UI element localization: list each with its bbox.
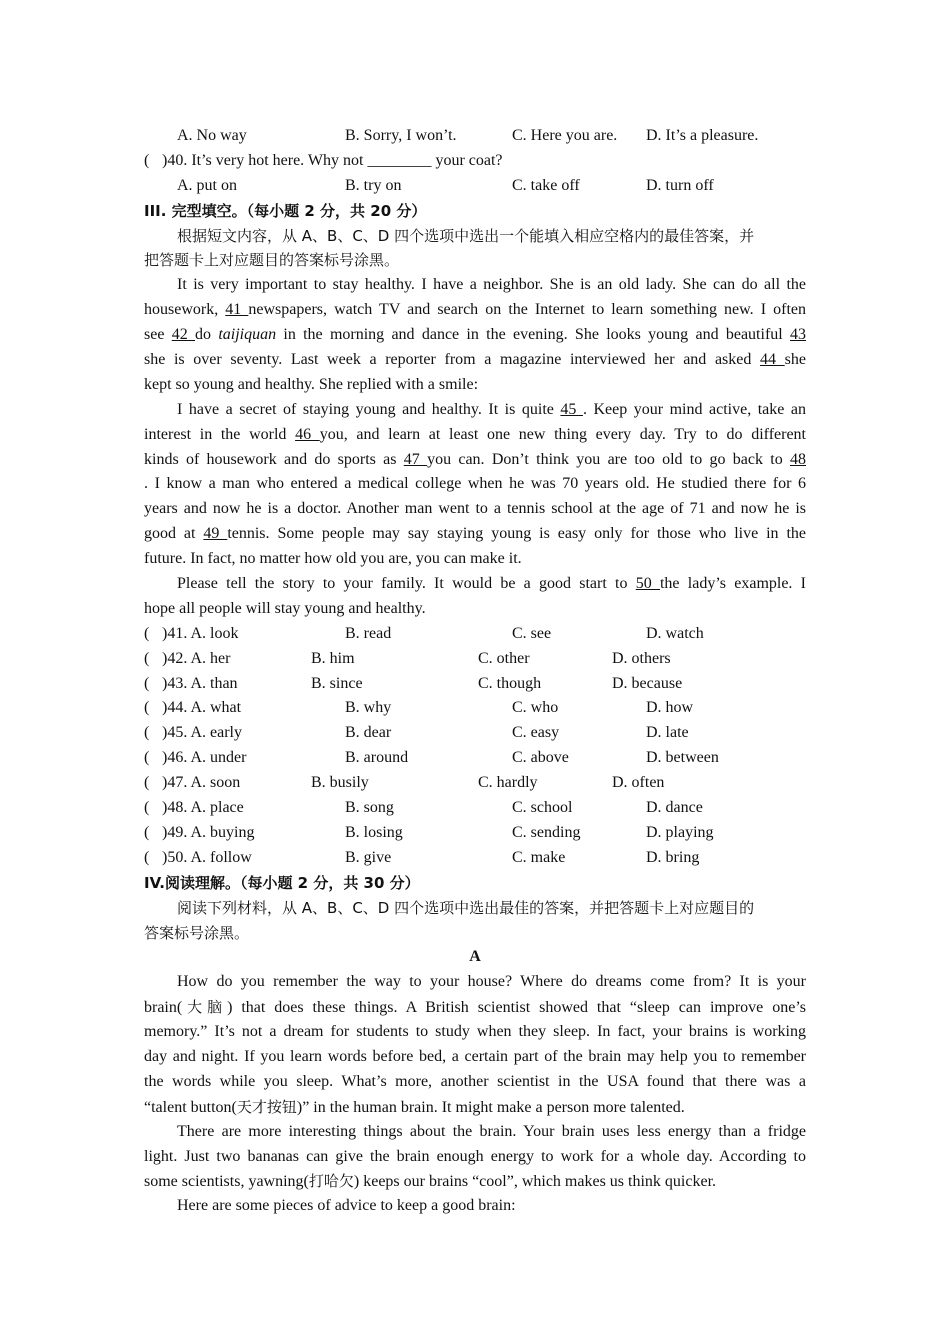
q40-text: )40. It’s very hot here. Why not ________ your coat? [162,151,503,169]
option-d: D. because [612,674,683,692]
option-b: B. song [345,799,394,817]
reading-p2-line-2: light. Just two bananas can give the brain enough energy to work for a whole day. According to [144,1147,806,1165]
q39-option-a: A. No way [177,127,247,144]
cloze-p2-line-4: . I know a man who entered a medical college when he was 70 years old. He studied there for 6 [144,475,806,493]
reading-p2-line-3: some scientists, yawning(打哈欠) keeps our brains “cool”, which makes us think quicker. [144,1172,717,1191]
option-d: D. watch [646,624,704,642]
reading-p1-line-4: day and night. If you learn words before bed, a certain part of the brain may help you to remember [144,1047,806,1065]
cloze-p1-line-2: housework, 41 newspapers, watch TV and search on the Internet to learn something new. I often [144,301,806,319]
option-b: B. losing [345,823,403,841]
option-c: C. sending [512,823,581,841]
question-row [144,672,806,697]
question-row [144,647,806,672]
reading-p1-line-1: How do you remember the way to your house? Where do dreams come from? It is your [177,973,806,991]
option-c: C. see [512,624,552,642]
reading-p1-line-5: the words while you sleep. What’s more, another scientist in the USA found that there was a [144,1072,806,1090]
answer-paren: ( [144,823,150,841]
cloze-p2-line-1: I have a secret of staying young and healthy. It is quite 45 . Keep your mind active, take an [177,400,806,418]
question-row [144,846,806,871]
answer-paren: ( [144,674,150,692]
reading-p1-line-6: “talent button(天才按钮)” in the human brain. It might make a person more talented. [144,1097,685,1116]
q40-option-b: B. try on [345,176,402,194]
cloze-p2-line-3: kinds of housework and do sports as 47 you can. Don’t think you are too old to go back to 48 [144,450,806,468]
answer-paren: ( [144,724,150,742]
question-row [144,771,806,796]
answer-paren: ( [144,624,150,642]
question-row [144,746,806,771]
passage-label: A [469,948,481,966]
cloze-questions [144,622,806,871]
cloze-p3-line-1: Please tell the story to your family. It would be a good start to 50 the lady’s example. I [177,575,806,593]
answer-paren: ( [144,848,150,866]
option-c: C. school [512,799,573,817]
question-stem: )44. A. what [162,699,242,717]
blank-45: 45 [560,400,583,418]
cloze-p2-line-5: years and now he is a doctor. Another man went to a tennis school at the age of 71 and now he is [144,500,806,518]
q40-option-a: A. put on [177,176,237,194]
reading-p1-line-2: brain(大脑) that does these things. A British scientist showed that “sleep can improve one’s [144,998,806,1017]
option-b: B. busily [311,774,369,792]
cloze-p2-line-7: future. In fact, no matter how old you are, you can make it. [144,550,522,568]
question-row [144,721,806,746]
q39-option-b: B. Sorry, I won’t. [345,127,457,144]
option-d: D. bring [646,848,700,866]
answer-paren: ( [144,151,150,169]
section3-instruction-2: 把答题卡上对应题目的答案标号涂黑。 [144,251,400,270]
section3-title: III. 完型填空。（每小题 2 分，共 20 分） [144,201,427,220]
option-c: C. above [512,749,569,767]
blank-49: 49 [203,525,228,543]
question-row [144,821,806,846]
section4-instruction-1: 阅读下列材料，从 A、B、C、D 四个选项中选出最佳的答案，并把答题卡上对应题目的 [177,898,755,917]
cloze-p1-line-4: she is over seventy. Last week a reporter from a magazine interviewed her and asked 44 she [144,351,806,369]
reading-p2-line-1: There are more interesting things about the brain. Your brain uses less energy than a fridge [177,1122,806,1140]
question-stem: )46. A. under [162,749,247,767]
blank-42: 42 [171,326,196,344]
option-c: C. other [478,649,530,667]
exam-page [144,124,806,1219]
blank-41: 41 [225,301,249,319]
question-stem: )42. A. her [162,649,231,667]
question-stem: )49. A. buying [162,823,255,841]
section4-title: IV.阅读理解。（每小题 2 分，共 30 分） [144,873,420,892]
blank-47: 47 [403,450,428,468]
answer-paren: ( [144,649,150,667]
q39-option-c: C. Here you are. [512,127,618,144]
blank-50: 50 [635,575,660,593]
option-c: C. make [512,848,566,866]
option-d: D. others [612,649,671,667]
blank-48: 48 [790,450,806,468]
option-b: B. since [311,674,363,692]
question-stem: )47. A. soon [162,774,241,792]
option-b: B. give [345,848,392,866]
q40-option-d: D. turn off [646,176,714,194]
reading-p1-line-3: memory.” It’s not a dream for students to study when they sleep. In fact, your brains is working [144,1023,806,1041]
option-b: B. around [345,749,409,767]
cloze-p1-line-1: It is very important to stay healthy. I have a neighbor. She is an old lady. She can do all the [177,276,806,294]
q39-options [144,124,806,149]
q40-stem [144,149,806,174]
question-row [144,796,806,821]
option-d: D. often [612,774,665,792]
reading-p3-line-1: Here are some pieces of advice to keep a good brain: [177,1197,516,1215]
option-b: B. dear [345,724,392,742]
question-stem: )43. A. than [162,674,238,692]
cloze-p2-line-2: interest in the world 46 you, and learn at least one new thing every day. Try to do different [144,425,806,443]
cloze-p3-line-2: hope all people will stay young and healthy. [144,599,426,617]
option-d: D. late [646,724,689,742]
blank-44: 44 [760,351,785,369]
question-stem: )45. A. early [162,724,242,742]
option-b: B. why [345,699,392,717]
option-d: D. dance [646,799,703,817]
option-d: D. how [646,699,694,717]
option-c: C. though [478,674,542,692]
question-row [144,622,806,647]
option-d: D. between [646,749,719,767]
option-b: B. read [345,624,392,642]
question-stem: )41. A. look [162,624,239,642]
option-c: C. hardly [478,774,538,792]
answer-paren: ( [144,774,150,792]
blank-46: 46 [295,425,320,443]
cloze-p2-line-6: good at 49 tennis. Some people may say staying young is easy only for those who live in the [144,525,806,543]
section3-instruction-1: 根据短文内容，从 A、B、C、D 四个选项中选出一个能填入相应空格内的最佳答案，并 [177,226,755,245]
blank-43: 43 [790,326,806,344]
option-c: C. easy [512,724,560,742]
option-b: B. him [311,649,355,667]
question-stem: )50. A. follow [162,848,252,866]
cloze-p1-line-5: kept so young and healthy. She replied with a smile: [144,375,479,393]
answer-paren: ( [144,799,150,817]
answer-paren: ( [144,749,150,767]
answer-paren: ( [144,699,150,717]
option-c: C. who [512,699,559,717]
option-d: D. playing [646,823,714,841]
q40-option-c: C. take off [512,176,580,194]
section4-instruction-2: 答案标号涂黑。 [144,923,250,942]
question-stem: )48. A. place [162,799,244,817]
q39-option-d: D. It’s a pleasure. [646,127,759,144]
question-row [144,696,806,721]
cloze-p1-line-3: see 42 do taijiquan in the morning and dance in the evening. She looks young and beautiful 43 [144,326,806,344]
q40-options [144,174,806,199]
